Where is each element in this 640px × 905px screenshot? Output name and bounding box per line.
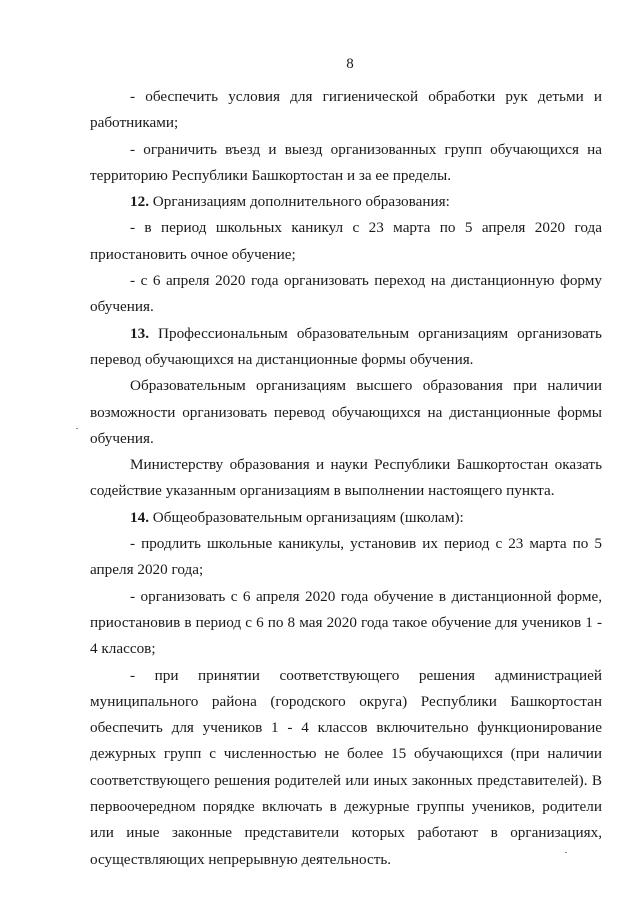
scan-artifact [76, 428, 78, 429]
paragraph-travel-restriction [90, 137, 602, 190]
paragraph-text: - с 6 апреля 2020 года организовать переход на дистанционную форму обучения. [90, 272, 602, 316]
paragraph-text: - при принятии соответствующего решения администрацией муниципального района (городского округа) Республики Башкортостан обеспечить для учеников 1 - 4 классов включительно функционирование дежурных групп с численностью не более 15 обучающихся (при наличии соответствующего решения родителей или иных законных представителей). В первоочередном порядке включать в дежурные группы учеников, родители или иные законные представители которых работают в организациях, осуществляющих непрерывную деятельность. [90, 666, 602, 868]
paragraph-distance-form [90, 268, 602, 321]
paragraph-text: Профессиональным образовательным организациям организовать перевод обучающихся на дистанционные формы обучения. [90, 324, 602, 368]
paragraph-higher-education [90, 373, 602, 452]
item-number-12: 12. [130, 193, 149, 211]
paragraph-item-14 [90, 505, 602, 531]
page-number: 8 [346, 56, 354, 72]
paragraph-organize-distance [90, 584, 602, 663]
paragraph-text: Организациям дополнительного образования: [148, 193, 450, 211]
paragraph-extend-holidays [90, 531, 602, 584]
paragraph-text: - продлить школьные каникулы, установив их период с 23 марта по 5 апреля 2020 года; [90, 535, 602, 579]
paragraph-item-13 [90, 321, 602, 374]
scan-artifact [565, 852, 567, 853]
paragraph-duty-groups [90, 663, 602, 873]
document-body [90, 84, 602, 873]
paragraph-text: - в период школьных каникул с 23 марта по 5 апреля 2020 года приостановить очное обучение; [90, 219, 602, 263]
paragraph-suspend-inperson [90, 215, 602, 268]
paragraph-item-12 [90, 189, 602, 215]
paragraph-text: Образовательным организациям высшего образования при наличии возможности организовать перевод обучающихся на дистанционные формы обучения. [90, 377, 602, 447]
paragraph-text: Министерству образования и науки Республики Башкортостан оказать содействие указанным организациям в выполнении настоящего пункта. [90, 456, 602, 500]
item-number-13: 13. [130, 324, 149, 342]
paragraph-text: Общеобразовательным организациям (школам): [148, 508, 464, 526]
paragraph-text: - организовать с 6 апреля 2020 года обучение в дистанционной форме, приостановив в период с 6 по 8 мая 2020 года такое обучение для учеников 1 - 4 классов; [90, 587, 602, 658]
paragraph-ministry [90, 452, 602, 505]
paragraph-hygiene [90, 84, 602, 137]
item-number-14: 14. [130, 508, 149, 526]
paragraph-text: - ограничить въезд и выезд организованных групп обучающихся на территорию Республики Башкортостан и за ее пределы. [90, 140, 602, 184]
paragraph-text: - обеспечить условия для гигиенической обработки рук детьми и работниками; [90, 88, 602, 132]
